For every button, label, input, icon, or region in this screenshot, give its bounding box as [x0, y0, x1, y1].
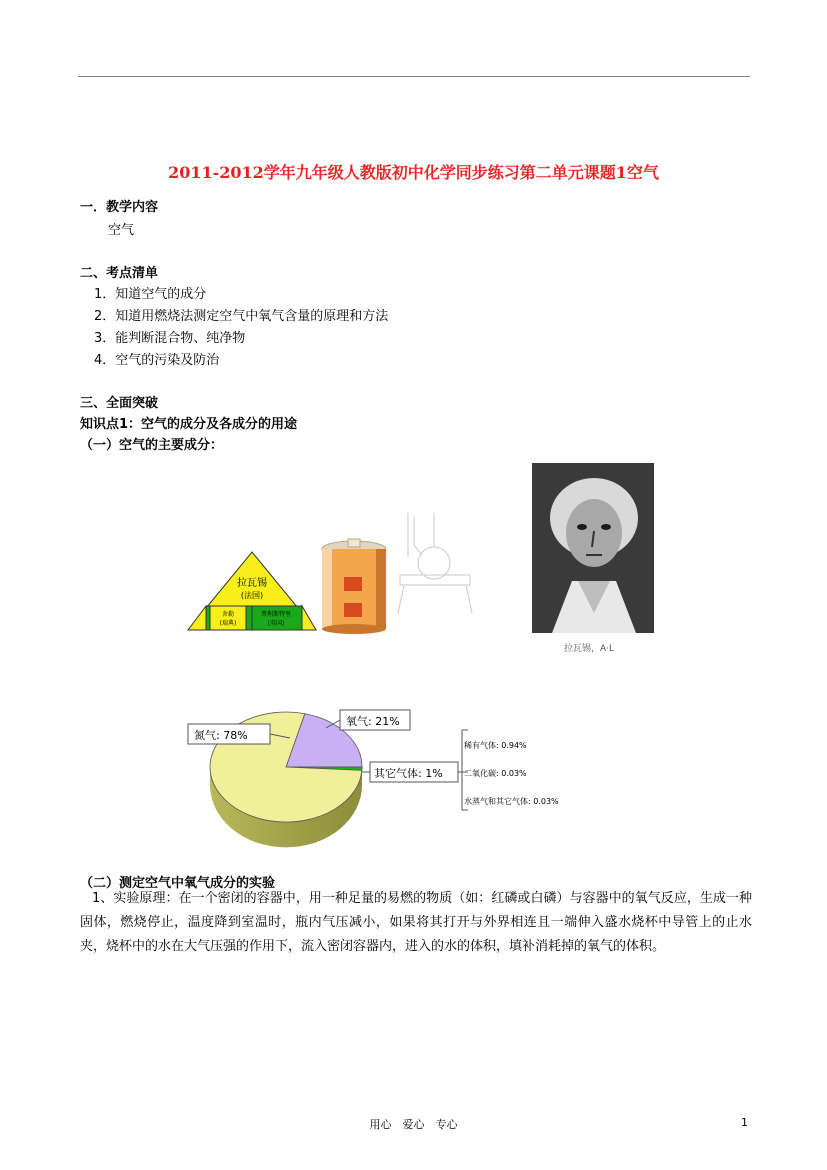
glassware-illustration — [394, 505, 474, 617]
section1-content: 空气 — [108, 223, 135, 238]
page-footer: 用心 爱心 专心 — [369, 1118, 458, 1131]
page-title: 2011-2012学年九年级人教版初中化学同步练习第二单元课题1空气 — [168, 163, 659, 182]
breakdown-co2: 二氧化碳: 0.03% — [464, 769, 527, 778]
pyramid-right-sublabel: (英国) — [267, 620, 285, 627]
breakdown-rare-gases: 稀有气体: 0.94% — [464, 741, 527, 750]
lavoisier-portrait — [532, 463, 654, 633]
list-item: 3．能判断混合物、纯净物 — [94, 331, 246, 346]
slice-label-oxygen: 氧气: 21% — [346, 715, 400, 728]
pyramid-top-label: 拉瓦锡 — [237, 578, 267, 589]
portrait-caption: 拉瓦锡，A·L — [564, 644, 615, 654]
slice-label-nitrogen: 氮气: 78% — [194, 729, 248, 742]
subsection2-heading: （二）测定空气中氧气成分的实验 — [80, 876, 276, 891]
air-composition-pie-chart — [180, 700, 600, 850]
pyramid-left-sublabel: (瑞典) — [219, 620, 237, 627]
pyramid-top-sublabel: (法国) — [240, 591, 264, 600]
pyramid-right-label: 普利斯特里 — [260, 611, 292, 618]
principle-paragraph: 1、实验原理：在一个密闭的容器中，用一种足量的易燃的物质（如：红磷或白磷）与容器中的氧气反应，生成一种固体，燃烧停止，温度降到室温时，瓶内气压减小，如果将其打开与外界相连且一端伸入盛水烧杯中导管上的止水夹，烧杯中的水在大气压强的作用下，流入密闭容器内，进入的水的体积，填补消耗掉的氧气的体积。 — [80, 891, 752, 954]
pyramid-left-label: 舍勒 — [221, 611, 235, 618]
subsection1-heading: （一）空气的主要成分： — [80, 438, 224, 453]
breakdown-water-vapor: 水蒸气和其它气体: 0.03% — [464, 797, 559, 806]
page-number: 1 — [741, 1116, 748, 1129]
knowledge-point-heading: 知识点1：空气的成分及各成分的用途 — [80, 417, 298, 432]
scientists-pyramid — [186, 550, 318, 632]
header-rule — [78, 76, 750, 77]
list-item: 4．空气的污染及防治 — [94, 353, 220, 368]
furnace-illustration — [318, 535, 390, 635]
list-item: 2．知道用燃烧法测定空气中氧气含量的原理和方法 — [94, 309, 389, 324]
list-item: 1．知道空气的成分 — [94, 287, 207, 302]
slice-label-other: 其它气体: 1% — [374, 767, 443, 780]
section3-heading: 三、全面突破 — [80, 396, 159, 411]
section2-heading: 二、考点清单 — [80, 266, 159, 281]
section1-heading: 一．教学内容 — [80, 200, 159, 215]
